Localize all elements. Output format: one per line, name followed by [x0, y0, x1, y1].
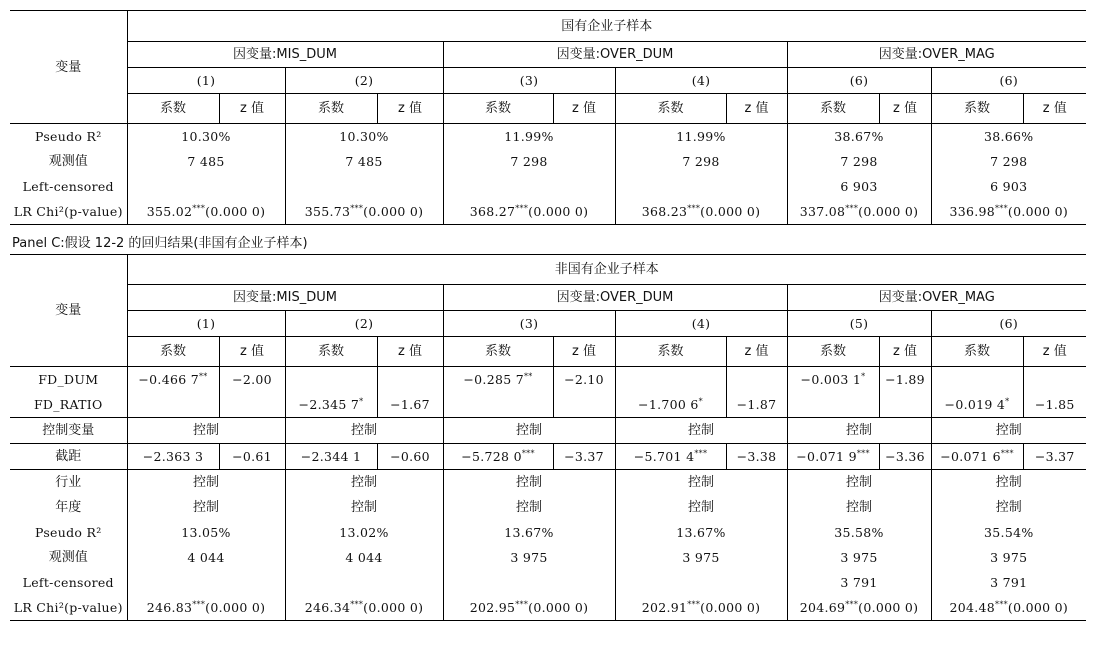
row-label: 观测值 [10, 545, 127, 570]
z-cell [219, 392, 285, 418]
z-header: z 值 [879, 337, 931, 367]
value-cell: 204.69***(0.000 0) [787, 595, 931, 621]
coef-cell [127, 392, 219, 418]
coef-header: 系数 [931, 94, 1023, 124]
table-row [10, 124, 1086, 150]
row-label: 截距 [10, 444, 127, 470]
coef-cell: −0.071 6*** [931, 444, 1023, 470]
value-cell: 13.67% [443, 520, 615, 545]
table-row [10, 199, 1086, 225]
value-cell: 4 044 [127, 545, 285, 570]
coef-header: 系数 [127, 94, 219, 124]
value-cell: 13.05% [127, 520, 285, 545]
value-cell: 控制 [787, 418, 931, 444]
value-cell: 355.02***(0.000 0) [127, 199, 285, 225]
dv-group-header: 因变量:OVER_DUM [443, 42, 787, 68]
row-label: Pseudo R² [10, 124, 127, 150]
z-header: z 值 [726, 337, 787, 367]
value-cell [285, 570, 443, 595]
dv-group-header: 因变量:OVER_DUM [443, 285, 787, 311]
coef-header: 系数 [285, 94, 377, 124]
model-number: (6) [931, 311, 1086, 337]
table-row [10, 418, 1086, 444]
value-cell: 6 903 [990, 179, 1028, 194]
row-label: Pseudo R² [10, 520, 127, 545]
value-cell: 10.30% [285, 124, 443, 150]
table-row [10, 392, 1086, 418]
z-header: z 值 [553, 337, 615, 367]
sample-title: 非国有企业子样本 [127, 255, 1086, 285]
value-cell [443, 174, 615, 199]
value-cell: 7 485 [127, 149, 285, 174]
table-row [10, 495, 1086, 520]
value-cell: 13.67% [615, 520, 787, 545]
table-row [10, 570, 1086, 595]
value-cell: 7 298 [990, 154, 1028, 169]
z-cell [726, 367, 787, 393]
value-cell: 3 975 [990, 550, 1028, 565]
dv-group-header: 因变量:OVER_MAG [787, 42, 1086, 68]
value-cell: 控制 [615, 470, 787, 496]
coef-header: 系数 [127, 337, 219, 367]
value-cell: 368.23***(0.000 0) [615, 199, 787, 225]
model-number: (1) [127, 68, 285, 94]
coef-cell: −2.345 7* [285, 392, 377, 418]
value-cell: 38.67% [787, 124, 931, 150]
value-cell: 3 975 [615, 545, 787, 570]
value-cell: 控制 [443, 495, 615, 520]
coef-header: 系数 [285, 337, 377, 367]
coef-cell: −1.700 6* [615, 392, 726, 418]
model-number: (5) [787, 311, 931, 337]
value-cell: 控制 [995, 500, 1022, 515]
model-number: (3) [443, 68, 615, 94]
row-label: 年度 [10, 495, 127, 520]
coef-cell [443, 392, 553, 418]
panel-c-title: Panel C:假设 12-2 的回归结果(非国有企业子样本) [12, 236, 308, 251]
value-cell: 202.91***(0.000 0) [615, 595, 787, 621]
value-cell: 7 485 [285, 149, 443, 174]
z-header: z 值 [219, 94, 285, 124]
row-label: FD_RATIO [10, 392, 127, 418]
value-cell: 7 298 [787, 149, 931, 174]
z-header: z 值 [553, 94, 615, 124]
z-cell: −3.38 [726, 444, 787, 470]
z-cell: −1.89 [879, 367, 931, 393]
soe-stats-body [10, 124, 1086, 225]
value-cell: 13.02% [285, 520, 443, 545]
z-cell: −3.37 [1023, 444, 1086, 470]
value-cell: 控制 [127, 495, 285, 520]
table-row [10, 174, 1086, 199]
value-cell: 35.54% [984, 525, 1034, 540]
value-cell: 3 975 [787, 545, 931, 570]
value-cell: 10.30% [127, 124, 285, 150]
coef-header: 系数 [615, 337, 726, 367]
value-cell: 11.99% [615, 124, 787, 150]
z-header: z 值 [377, 337, 443, 367]
coef-header: 系数 [787, 94, 879, 124]
value-cell [615, 174, 787, 199]
z-cell [377, 367, 443, 393]
value-cell [127, 174, 285, 199]
value-cell: 368.27***(0.000 0) [443, 199, 615, 225]
z-header: z 值 [879, 94, 931, 124]
coef-header: 系数 [443, 337, 553, 367]
row-label: 控制变量 [10, 418, 127, 444]
table-row [10, 149, 1086, 174]
coef-header: 系数 [787, 337, 879, 367]
dv-group-header: 因变量:MIS_DUM [127, 42, 443, 68]
table-row [10, 470, 1086, 496]
row-label: 行业 [10, 470, 127, 496]
z-cell: −3.36 [879, 444, 931, 470]
z-cell [553, 392, 615, 418]
value-cell: 控制 [127, 418, 285, 444]
coef-cell: −5.728 0*** [443, 444, 553, 470]
coef-cell [615, 367, 726, 393]
row-label: 观测值 [10, 149, 127, 174]
z-cell [879, 392, 931, 418]
table-row [10, 444, 1086, 470]
value-cell: 控制 [615, 418, 787, 444]
coef-cell: −0.019 4* [931, 392, 1023, 418]
value-cell: 控制 [443, 470, 615, 496]
variable-header: 变量 [10, 11, 127, 124]
z-header: z 值 [1023, 94, 1086, 124]
table-row [10, 367, 1086, 393]
row-label: FD_DUM [10, 367, 127, 393]
value-cell: 7 298 [443, 149, 615, 174]
z-cell: −2.00 [219, 367, 285, 393]
coef-cell: −0.003 1* [787, 367, 879, 393]
coef-cell: −0.466 7** [127, 367, 219, 393]
z-cell: −0.60 [377, 444, 443, 470]
value-cell [443, 570, 615, 595]
value-cell: 35.58% [787, 520, 931, 545]
variable-header: 变量 [10, 255, 127, 367]
value-cell [285, 174, 443, 199]
z-cell: −3.37 [553, 444, 615, 470]
table-row [10, 520, 1086, 545]
coef-cell [931, 367, 1023, 393]
row-label: Left-censored [10, 174, 127, 199]
model-number: (1) [127, 311, 285, 337]
model-number: (2) [285, 68, 443, 94]
coef-cell: −0.071 9*** [787, 444, 879, 470]
non-soe-body [10, 367, 1086, 621]
z-header: z 值 [377, 94, 443, 124]
table-row [10, 595, 1086, 621]
value-cell: 38.66% [984, 129, 1034, 144]
coef-header: 系数 [615, 94, 726, 124]
coef-cell: −0.285 7** [443, 367, 553, 393]
value-cell: 3 791 [787, 570, 931, 595]
model-number: (3) [443, 311, 615, 337]
z-cell [1023, 367, 1086, 393]
z-header: z 值 [219, 337, 285, 367]
value-cell: 246.34***(0.000 0) [285, 595, 443, 621]
z-cell: −1.85 [1023, 392, 1086, 418]
value-cell: 控制 [285, 470, 443, 496]
value-cell: 6 903 [787, 174, 931, 199]
value-cell [615, 570, 787, 595]
value-cell: 204.48***(0.000 0) [931, 595, 1086, 621]
value-cell: 控制 [443, 418, 615, 444]
non-soe-results-table [10, 254, 1086, 621]
model-number: (4) [615, 311, 787, 337]
model-number: (6) [787, 68, 931, 94]
model-number: (2) [285, 311, 443, 337]
model-number: (6) [931, 68, 1086, 94]
value-cell: 202.95***(0.000 0) [443, 595, 615, 621]
sample-title: 国有企业子样本 [127, 11, 1086, 42]
value-cell: 4 044 [285, 545, 443, 570]
model-number: (4) [615, 68, 787, 94]
z-header: z 值 [1023, 337, 1086, 367]
value-cell: 337.08***(0.000 0) [787, 199, 931, 225]
value-cell: 7 298 [615, 149, 787, 174]
coef-cell [787, 392, 879, 418]
soe-results-table [10, 10, 1086, 225]
value-cell: 336.98***(0.000 0) [931, 199, 1086, 225]
coef-header: 系数 [443, 94, 553, 124]
value-cell: 控制 [285, 418, 443, 444]
row-label: LR Chi²(p-value) [10, 595, 127, 621]
dv-group-header: 因变量:MIS_DUM [127, 285, 443, 311]
value-cell: 3 791 [990, 575, 1028, 590]
value-cell: 11.99% [443, 124, 615, 150]
row-label: LR Chi²(p-value) [10, 199, 127, 225]
coef-cell: −5.701 4*** [615, 444, 726, 470]
value-cell: 控制 [127, 470, 285, 496]
coef-cell: −2.363 3 [127, 444, 219, 470]
z-cell: −0.61 [219, 444, 285, 470]
value-cell [127, 570, 285, 595]
coef-cell [285, 367, 377, 393]
value-cell: 控制 [285, 495, 443, 520]
z-cell: −1.87 [726, 392, 787, 418]
z-header: z 值 [726, 94, 787, 124]
coef-cell: −2.344 1 [285, 444, 377, 470]
value-cell: 控制 [787, 495, 931, 520]
value-cell: 246.83***(0.000 0) [127, 595, 285, 621]
coef-header: 系数 [931, 337, 1023, 367]
value-cell: 控制 [931, 418, 1086, 444]
z-cell: −2.10 [553, 367, 615, 393]
value-cell: 控制 [615, 495, 787, 520]
value-cell: 3 975 [443, 545, 615, 570]
z-cell: −1.67 [377, 392, 443, 418]
value-cell: 控制 [995, 475, 1022, 490]
table-row [10, 545, 1086, 570]
row-label: Left-censored [10, 570, 127, 595]
value-cell: 控制 [787, 470, 931, 496]
dv-group-header: 因变量:OVER_MAG [787, 285, 1086, 311]
value-cell: 355.73***(0.000 0) [285, 199, 443, 225]
